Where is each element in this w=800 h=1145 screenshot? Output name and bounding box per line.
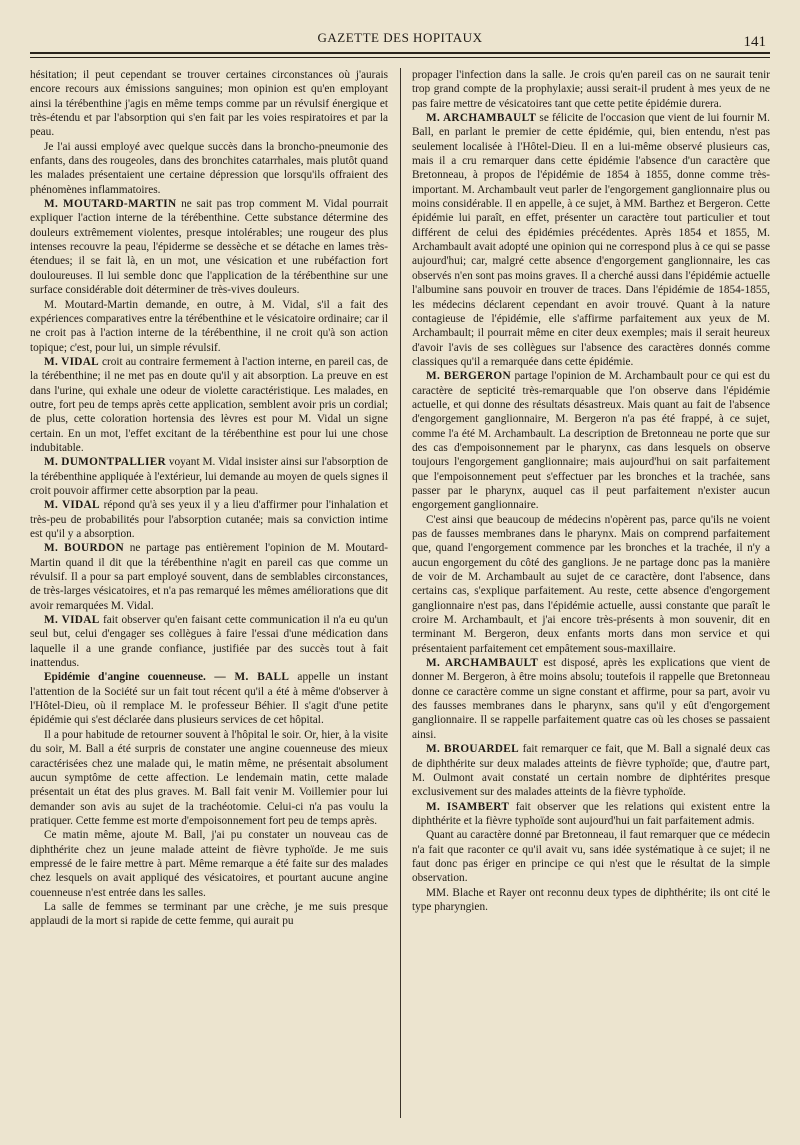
paragraph-text: fait observer qu'en faisant cette communication il n'a eu qu'un seul but, celui d'engager ses collègues à faire l'essai d'une médication dans laquelle il a une grande confiance, justifiée par des succès tout à fait inattendus.	[30, 614, 388, 670]
speaker-name: M. DUMONTPALLIER	[44, 456, 166, 469]
paragraph	[30, 355, 388, 455]
paragraph	[412, 369, 770, 512]
paragraph	[412, 800, 770, 829]
paragraph-text: ne sait pas trop comment M. Vidal pourrait expliquer l'action interne de la térébenthine. Cette substance détermine des douleurs extrêmement violentes, presque intolérables; une rougeur des plus intenses recouvre la peau, l'épiderme se dessèche et se détache en lames très-étendues; il se fait là, en un mot, une vésication et une rubéfaction fort douloureuses. Il lui semble donc que l'application de la térébenthine sur une surface considérable doit déterminer de très-vives douleurs.	[30, 198, 388, 297]
paragraph: propager l'infection dans la salle. Je crois qu'en pareil cas on ne saurait tenir trop grand compte de la prophylaxie; aussi serait-il prudent à mes yeux de ne pas faire mettre de vésicatoires tant que cette petite épidémie durera.	[412, 69, 770, 110]
paragraph-text: fait observer que les relations qui existent entre la diphthérite et la fièvre typhoïde sont aujourd'hui un fait parfaitement admis.	[412, 800, 770, 827]
paragraph: M. Moutard-Martin demande, en outre, à M. Vidal, s'il a fait des expériences comparatives entre la térébenthine et le vésicatoire ordinaire; car il ne croit pas à l'action interne de la térébenthine, il ne croit qu'à son action topique; c'est, pour lui, un simple révulsif.	[30, 298, 388, 354]
speaker-name: M. ISAMBERT	[426, 800, 510, 813]
right-column	[412, 68, 770, 1118]
paragraph-text: appelle un instant l'attention de la Société sur un fait tout récent qu'il a été à même d'observer à l'Hôtel-Dieu, où il remplace M. le professeur Béhier. Il s'agit d'une petite épidémie qui s'est déclarée dans plusieurs services de cet hôpital.	[30, 671, 388, 727]
paragraph	[30, 541, 388, 613]
column-divider	[400, 68, 401, 1118]
paragraph	[412, 742, 770, 799]
paragraph-text: partage l'opinion de M. Archambault pour ce qui est du caractère de septicité très-remarquable que l'on observe dans l'épidémie actuelle, et qui donne des résultats désastreux. Mais quant au fait de l'absence d'engorgement ganglionnaire, M. Bergeron n'a pas été frappé, à ce sujet, comme l'a été M. Archambault. La description de Bretonneau ne porte que sur des cas d'empoisonnement par le pharynx, cas dans lesquels on observe toujours l'engorgement ganglionnaire; mais aujourd'hui on sait parfaitement que l'empoisonnement peut s'effectuer par les bronches et la trachée, sans passer par le pharynx, auquel cas il peut parfaitement n'exister aucun engorgement ganglionnaire.	[412, 370, 770, 512]
paragraph	[30, 670, 388, 727]
paragraph	[30, 613, 388, 670]
paragraph-text: est disposé, après les explications que vient de donner M. Bergeron, à être moins absolu; toutefois il rappelle que Bretonneau donne ce caractère comme un signe constant et affirme, pour sa part, avoir vu des fausses membranes dans le pharynx, sans qu'il y eût d'engorgement ganglionnaire. Il se rappelle parfaitement quatre cas où les choses se passaient ainsi.	[412, 657, 770, 741]
header-rule-thin	[30, 57, 770, 58]
left-column	[30, 68, 388, 1118]
paragraph-text: croit au contraire fermement à l'action interne, en pareil cas, de la térébenthine; il ne met pas en doute qu'il y ait absorption. La preuve en est dans l'urine, qui exhale une odeur de violette caractéristique. Les malades, en outre, fort peu de temps après cette application, semblent avoir pris un cordial; de plus, cette coloration hortensia des lèvres est pour M. Vidal un signe certain. En un mot, l'effet excitant de la térébenthine est pour lui une chose indubitable.	[30, 355, 388, 454]
paragraph-text: ne partage pas entièrement l'opinion de M. Moutard-Martin quand il dit que la térébenthine n'agit en pareil cas que comme un révulsif. Il a pour sa part employé souvent, dans de semblables circonstances, de très-larges vésicatoires, et n'a pas remarqué les mêmes améliorations que dit avoir remarquées M. Vidal.	[30, 542, 388, 612]
page-number: 141	[743, 34, 766, 50]
paragraph-text: fait remarquer ce fait, que M. Ball a signalé deux cas de diphthérite sur deux malades atteints de fièvre typhoïde; que, d'autre part, M. Oulmont avait constaté un certain nombre de diphtérites presque exclusivement sur des malades atteints de la fièvre typhoïde.	[412, 743, 770, 799]
speaker-name: M. VIDAL	[44, 355, 100, 368]
text-columns	[30, 68, 770, 1118]
paragraph: La salle de femmes se terminant par une crèche, je me suis presque applaudi de la mort si rapide de cette femme, qui aurait pu	[30, 900, 388, 928]
speaker-name: M. ARCHAMBAULT	[426, 657, 539, 670]
paragraph: hésitation; il peut cependant se trouver certaines circonstances où j'aurais encore recours aux émissions sanguines; mon opinion est qu'en employant ainsi la térébenthine j'agis en même temps comme par un révulsif énergique et très-étendu et par l'absorption qui s'en fait par les voies respiratoires et par la peau.	[30, 69, 388, 139]
paragraph: MM. Blache et Rayer ont reconnu deux types de diphthérite; ils ont cité le type pharyngien.	[412, 886, 770, 913]
speaker-name: M. BROUARDEL	[426, 743, 519, 756]
speaker-name: M. ARCHAMBAULT	[426, 112, 537, 125]
running-title: GAZETTE DES HOPITAUX	[317, 30, 483, 45]
speaker-name: M. BERGERON	[426, 370, 511, 383]
paragraph-text: voyant M. Vidal insister ainsi sur l'absorption de la térébenthine appliquée à l'extérieur, lui demande au moyen de quels signes il croit pouvoir affirmer cette absorption par la peau.	[30, 456, 388, 497]
header-rule-thick	[30, 52, 770, 54]
paragraph	[30, 455, 388, 498]
speaker-name: M. VIDAL	[44, 614, 100, 627]
section-heading: Epidémie d'angine couenneuse.	[44, 671, 206, 684]
paragraph	[412, 111, 770, 369]
paragraph: Quant au caractère donné par Bretonneau, il faut remarquer que ce médecin n'a fait que raconter ce qu'il avait vu, sans idée systématique à ce sujet; il ne faut donc pas ériger en principe ce qui n'est que le résultat de la simple observation.	[412, 829, 770, 885]
page-header	[30, 30, 770, 60]
speaker-name: M. MOUTARD-MARTIN	[44, 198, 177, 211]
paragraph	[30, 498, 388, 541]
speaker-name: — M. BALL	[205, 671, 290, 684]
paragraph: Ce matin même, ajoute M. Ball, j'ai pu constater un nouveau cas de diphthérite chez un jeune malade atteint de fièvre typhoïde. Je me suis empressé de le faire mettre à part. Même remarque a été faite sur des malades chez lesquels on avait appliqué des vésicatoires, et pourtant aucune angine couenneuse n'est entrée dans les salles.	[30, 829, 388, 899]
paragraph	[30, 197, 388, 297]
paragraph-text: répond qu'à ses yeux il y a lieu d'affirmer pour l'inhalation et très-peu de probabilités pour l'absorption cutanée; mais sa conviction intime est qu'il y a absorption.	[30, 499, 388, 540]
paragraph	[412, 656, 770, 742]
paragraph: C'est ainsi que beaucoup de médecins n'opèrent pas, parce qu'ils ne voient pas de fausses membranes dans le pharynx. Mais on comprend parfaitement que, quand l'engorgement commence par les bronches et la trachée, il n'y a aucun engorgement du côté des ganglions. Je ne partage donc pas la manière de voir de M. Archambault au sujet de ce caractère, dont l'absence, dans certains cas, s'explique parfaitement. Au reste, cette absence d'engorgement ganglionnaire n'est pas, dans l'épidémie actuelle, aussi constante que paraît le croire M. Archambault, et j'ai encore très-présents à mon souvenir, dit en terminant M. Bergeron, deux enfants morts dans mon service et qui présentaient parfaitement cet empâtement sous-maxillaire.	[412, 513, 770, 655]
paragraph: Il a pour habitude de retourner souvent à l'hôpital le soir. Or, hier, à la visite du soir, M. Ball a été surpris de constater une angine couenneuse des mieux caractérisées chez une malade qui, le matin même, ne présentait absolument aucun symptôme de cette affection. Le lendemain matin, cette malade présentait un état des plus graves. M. Ball fait venir M. Voillemier pour lui demander son avis au sujet de la trachéotomie. Celui-ci n'a pas voulu la pratiquer. Cette femme est morte d'empoisonnement fort peu de temps après.	[30, 728, 388, 827]
speaker-name: M. VIDAL	[44, 499, 100, 512]
paragraph-text: se félicite de l'occasion que vient de lui fournir M. Ball, en parlant le premier de cette épidémie, qui, bien entendu, n'est pas seulement localisée à l'Hôtel-Dieu. Il en a lui-même observé plusieurs cas, mais il a cru remarquer dans cette épidémie l'absence d'un caractère que Bretonneau, à propos de l'épidémie de 1854 à 1855, donne comme très-important. M. Archambault veut parler de l'engorgement ganglionnaire plus ou moins considérable. Il en appelle, à ce sujet, à MM. Barthez et Bergeron. Cette épidémie lui paraît, en effet, présenter un caractère tout particulier et tout différent de celui des épidémies précédentes. Après 1854 et 1855, M. Archambault avait adopté une opinion qui ne correspond plus à ce qui se passe aujourd'hui; car, malgré cette absence d'engorgement ganglionnaire, les cas observés n'en sont pas moins graves. Il a cherché aussi dans l'épidémie actuelle l'albumine sans pouvoir en trouver de traces. Dans l'épidémie de 1854-1855, les médecins déclarent cependant en avoir trouvé. Quant à la nature contagieuse de l'épidémie, elle s'affirme parfaitement aux yeux de M. Archambault; il pourrait même en citer deux exemples; mais il serait heureux d'avoir l'avis de ses collègues sur l'absence des caractères donnés comme classiques qu'il a remarquée dans cette épidémie.	[412, 112, 770, 368]
speaker-name: M. BOURDON	[44, 542, 124, 555]
paragraph: Je l'ai aussi employé avec quelque succès dans la broncho-pneumonie des enfants, dans des rougeoles, dans des bronchites catarrhales, mais plutôt quand les malades présentaient une certaine dépression que lorsqu'ils offraient des phénomènes inflammatoires.	[30, 140, 388, 196]
